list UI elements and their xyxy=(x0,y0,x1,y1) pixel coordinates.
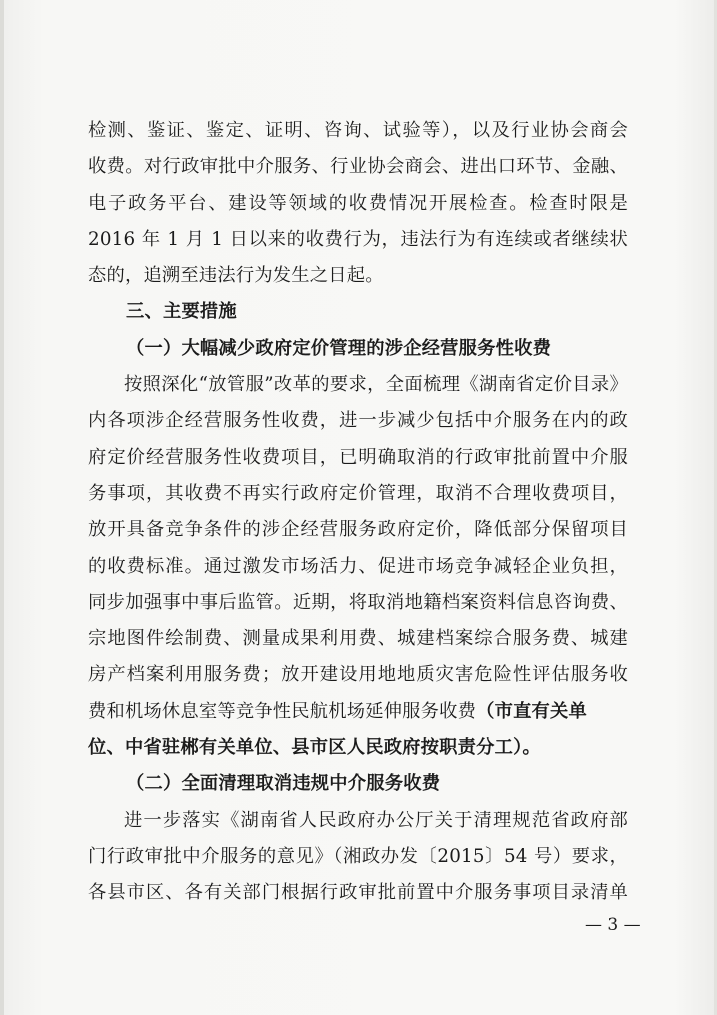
paragraph-1-line: 态的，追溯至违法行为发生之日起。 xyxy=(88,265,384,287)
paragraph-2-line: 务事项，其收费不再实行政府定价管理，取消不合理收费项目， xyxy=(88,482,628,504)
paragraph-2-line: 内各项涉企经营服务性收费，进一步减少包括中介服务在内的政 xyxy=(88,410,628,432)
paragraph-1-line: 电子政务平台、建设等领域的收费情况开展检查。检查时限是 xyxy=(88,192,628,214)
document-body xyxy=(88,113,628,912)
paragraph-2-line: 宗地图件绘制费、测量成果利用费、城建档案综合服务费、城建 xyxy=(88,628,628,650)
paragraph-2-line: 按照深化“放管服”改革的要求，全面梳理《湖南省定价目录》 xyxy=(124,374,628,396)
paragraph-1-line: 收费。对行政审批中介服务、行业协会商会、进出口环节、金融、 xyxy=(88,156,628,178)
paragraph-2-plain-text: 费和机场休息室等竞争性民航机场延伸服务收费 xyxy=(88,700,477,722)
paragraph-1-line: 检测、鉴证、鉴定、证明、咨询、试验等），以及行业协会商会 xyxy=(88,120,628,141)
subheading-1: （一）大幅减少政府定价管理的涉企经营服务性收费 xyxy=(126,337,552,359)
subheading-2: （二）全面清理取消违规中介服务收费 xyxy=(126,773,441,795)
paragraph-3-line: 进一步落实《湖南省人民政府办公厅关于清理规范省政府部 xyxy=(124,809,628,831)
paragraph-2-line: 府定价经营服务性收费项目，已明确取消的行政审批前置中介服 xyxy=(88,446,628,468)
page-number: — 3 — xyxy=(585,915,641,935)
responsibility-note: （市直有关单 xyxy=(476,700,587,722)
responsibility-note-tail: 位、中省驻郴有关单位、县市区人民政府按职责分工）。 xyxy=(88,737,541,759)
section-heading: 三、主要措施 xyxy=(126,301,237,323)
paragraph-2-line: 的收费标准。通过激发市场活力、促进市场竞争减轻企业负担， xyxy=(88,555,628,577)
paragraph-2-line: 同步加强事中事后监管。近期，将取消地籍档案资料信息咨询费、 xyxy=(88,591,628,613)
scan-edge-left xyxy=(0,0,4,1015)
paragraph-2-line: 房产档案利用服务费；放开建设用地地质灾害危险性评估服务收 xyxy=(88,664,628,686)
paragraph-3-line: 各县市区、各有关部门根据行政审批前置中介服务事项目录清单 xyxy=(88,882,628,904)
paragraph-1-line: 2016 年 1 月 1 日以来的收费行为，违法行为有连续或者继续状 xyxy=(88,228,628,250)
paragraph-3-line: 门行政审批中介服务的意见》（湘政办发〔2015〕54 号）要求， xyxy=(88,845,628,867)
paragraph-2-line: 放开具备竞争条件的涉企经营服务政府定价，降低部分保留项目 xyxy=(88,519,628,541)
paragraph-2-line xyxy=(88,694,628,730)
